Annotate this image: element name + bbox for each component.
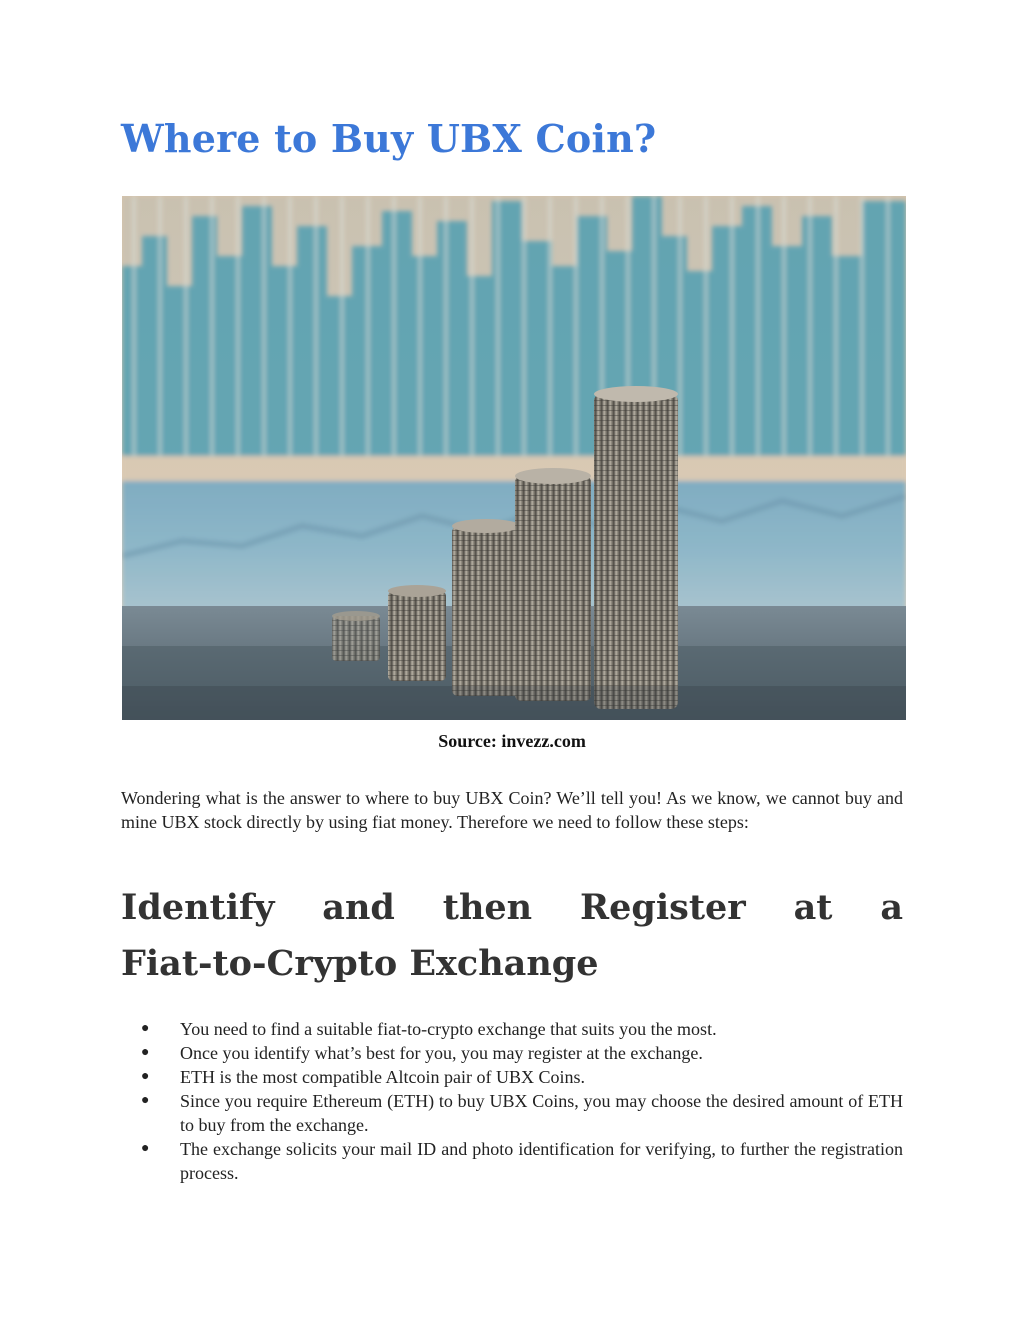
bullet-icon: ● [141,1093,150,1108]
heading-word: then [442,887,533,928]
heading-word: Register [580,887,746,928]
list-item-text: ETH is the most compatible Altcoin pair of UBX Coins. [180,1067,585,1087]
bullet-icon: ● [141,1045,150,1060]
coin-stacks-photo [122,196,906,720]
section-heading-line1 [121,880,903,936]
bullet-icon: ● [141,1141,150,1156]
list-item-text: The exchange solicits your mail ID and photo identification for verifying, to further the registration process. [180,1139,903,1183]
page-title: Where to Buy UBX Coin? [121,116,657,161]
heading-word: and [322,887,395,928]
section-heading-line2: Fiat-to-Crypto Exchange [121,943,599,984]
list-item [121,1065,903,1089]
list-item [121,1137,903,1185]
list-item [121,1089,903,1137]
list-item [121,1017,903,1041]
bullet-icon: ● [141,1069,150,1084]
heading-word: at [793,887,833,928]
bullet-icon: ● [141,1021,150,1036]
list-item [121,1041,903,1065]
heading-word: a [880,887,903,928]
heading-word: Identify [121,887,275,928]
list-item-text: Once you identify what’s best for you, you may register at the exchange. [180,1043,703,1063]
list-item-text: Since you require Ethereum (ETH) to buy UBX Coins, you may choose the desired amount of ETH to buy from the exchange. [180,1091,903,1135]
list-item-text: You need to find a suitable fiat-to-crypto exchange that suits you the most. [180,1019,717,1039]
section-heading [121,880,903,992]
intro-paragraph: Wondering what is the answer to where to buy UBX Coin? We’ll tell you! As we know, we cannot buy and mine UBX stock directly by using fiat money. Therefore we need to follow these steps: [121,788,903,832]
steps-list [121,1017,903,1185]
image-caption: Source: invezz.com [438,731,586,751]
